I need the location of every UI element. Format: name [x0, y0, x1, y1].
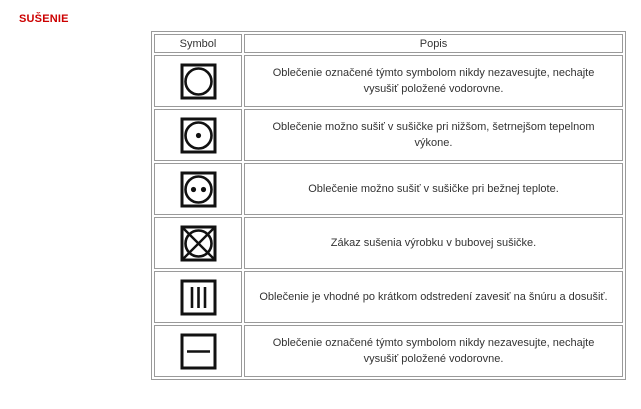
section-title: SUŠENIE	[19, 13, 69, 25]
tumble-dry-normal-heat-icon	[180, 171, 217, 208]
table-row	[154, 325, 623, 377]
symbol-cell	[154, 109, 242, 161]
symbol-cell	[154, 271, 242, 323]
dry-flat-icon	[180, 333, 217, 370]
tumble-dry-low-heat-icon	[180, 117, 217, 154]
tumble-dry-square-circle-icon	[180, 63, 217, 100]
table-row	[154, 217, 623, 269]
symbol-cell	[154, 55, 242, 107]
table-row	[154, 55, 623, 107]
description-cell: Oblečenie je vhodné po krátkom odstredení zavesiť na šnúru a dosušiť.	[244, 271, 623, 323]
table-header-row	[154, 34, 623, 53]
description-cell: Oblečenie označené týmto symbolom nikdy nezavesujte, nechajte vysušiť položené vodorovne.	[244, 55, 623, 107]
line-dry-after-spin-icon	[180, 279, 217, 316]
header-symbol: Symbol	[154, 34, 242, 53]
description-cell: Oblečenie možno sušiť v sušičke pri nižšom, šetrnejšom tepelnom výkone.	[244, 109, 623, 161]
table-row	[154, 271, 623, 323]
symbol-cell	[154, 163, 242, 215]
do-not-tumble-dry-icon	[180, 225, 217, 262]
table-row	[154, 163, 623, 215]
symbol-cell	[154, 325, 242, 377]
table-row	[154, 109, 623, 161]
description-cell: Zákaz sušenia výrobku v bubovej sušičke.	[244, 217, 623, 269]
drying-symbols-table	[151, 31, 626, 380]
description-cell: Oblečenie označené týmto symbolom nikdy nezavesujte, nechajte vysušiť položené vodorovne.	[244, 325, 623, 377]
symbol-cell	[154, 217, 242, 269]
description-cell: Oblečenie možno sušiť v sušičke pri bežnej teplote.	[244, 163, 623, 215]
header-description: Popis	[244, 34, 623, 53]
